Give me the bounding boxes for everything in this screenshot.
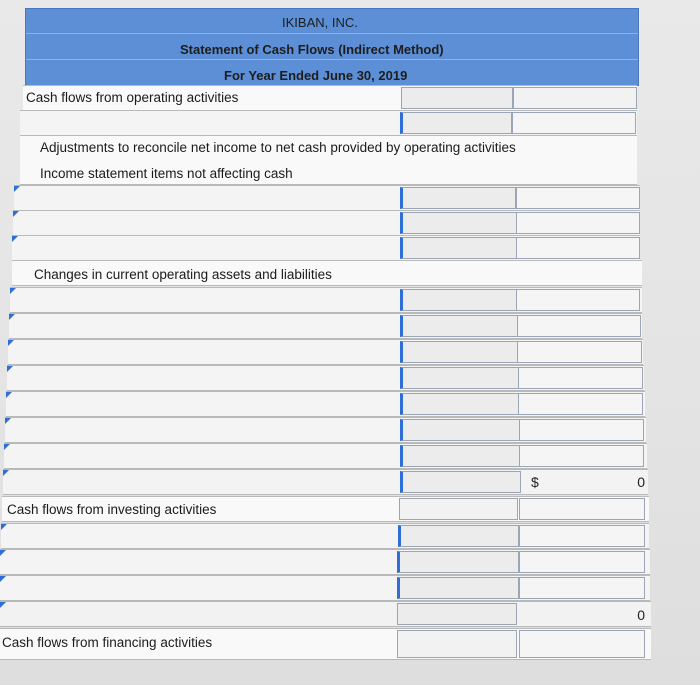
change-amount-field[interactable] <box>400 393 519 415</box>
statement-header <box>25 8 639 86</box>
adjustments-heading-label: Adjustments to reconcile net income to net cash provided by operating activities <box>40 140 516 155</box>
row-marker-icon <box>0 576 6 582</box>
investing-cell-1 <box>399 498 518 520</box>
financing-section-row <box>0 628 651 660</box>
adjustment-input-row[interactable] <box>12 235 640 261</box>
investing-cell-2 <box>519 498 645 520</box>
change-total-field[interactable] <box>517 315 641 337</box>
investing-section-row <box>2 496 649 522</box>
change-total-field[interactable] <box>519 445 644 467</box>
operating-cell-1 <box>401 87 513 109</box>
change-input-row[interactable] <box>9 313 642 339</box>
row-marker-icon <box>7 366 13 372</box>
adjustment-total-field[interactable] <box>516 237 640 259</box>
change-input-row[interactable] <box>10 287 642 313</box>
row-marker-icon <box>3 470 9 476</box>
statement-title: Statement of Cash Flows (Indirect Method) <box>180 42 444 57</box>
investing-input-row[interactable] <box>1 523 649 549</box>
row-marker-icon <box>5 418 11 424</box>
investing-total-field[interactable] <box>519 525 645 547</box>
row-marker-icon <box>8 340 14 346</box>
changes-current-row <box>12 260 642 286</box>
change-total-field[interactable] <box>516 289 640 311</box>
adjustment-amount-field[interactable] <box>400 212 517 234</box>
change-total-field[interactable] <box>519 419 644 441</box>
change-total-field[interactable] <box>517 341 642 363</box>
change-input-row[interactable] <box>5 417 646 443</box>
investing-total-row <box>0 601 651 627</box>
change-input-row[interactable] <box>4 443 647 469</box>
change-amount-field[interactable] <box>400 367 519 389</box>
operating-subtotal-field[interactable] <box>400 471 521 493</box>
investing-input-row[interactable] <box>0 575 650 601</box>
operating-section-row <box>23 85 637 111</box>
statement-period: For Year Ended June 30, 2019 <box>224 68 408 83</box>
row-marker-icon <box>13 211 19 217</box>
change-amount-field[interactable] <box>400 445 520 467</box>
adjustment-total-field[interactable] <box>516 212 640 234</box>
row-marker-icon <box>10 288 16 294</box>
change-input-row[interactable] <box>6 391 645 417</box>
change-input-row[interactable] <box>7 365 644 391</box>
adjustments-heading-row <box>20 135 637 185</box>
row-marker-icon <box>14 186 20 192</box>
operating-total-row <box>3 469 648 495</box>
row-marker-icon <box>1 524 7 530</box>
currency-symbol: $ <box>531 474 539 490</box>
adjustment-amount-field[interactable] <box>400 187 516 209</box>
investing-amount-field[interactable] <box>397 577 519 599</box>
investing-amount-field[interactable] <box>398 525 519 547</box>
not-affecting-cash-label: Income statement items not affecting cash <box>40 166 293 181</box>
changes-current-label: Changes in current operating assets and liabilities <box>34 267 332 282</box>
adjustment-amount-field[interactable] <box>400 237 517 259</box>
adjustment-total-field[interactable] <box>516 187 640 209</box>
investing-total-value: 0 <box>637 607 645 623</box>
row-marker-icon <box>12 236 18 242</box>
investing-total-field[interactable] <box>519 551 645 573</box>
investing-total-field[interactable] <box>519 577 645 599</box>
operating-section-label: Cash flows from operating activities <box>26 90 239 105</box>
net-income-amount-field[interactable] <box>400 112 512 134</box>
financing-cell-2 <box>519 630 645 658</box>
row-marker-icon <box>0 602 6 608</box>
change-amount-field[interactable] <box>400 289 517 311</box>
row-marker-icon <box>4 444 10 450</box>
investing-amount-field[interactable] <box>397 551 519 573</box>
change-total-field[interactable] <box>518 367 643 389</box>
investing-section-label: Cash flows from investing activities <box>7 502 217 517</box>
net-income-row[interactable] <box>20 110 637 136</box>
change-amount-field[interactable] <box>400 315 518 337</box>
row-marker-icon <box>6 392 12 398</box>
change-input-row[interactable] <box>8 339 643 365</box>
change-amount-field[interactable] <box>400 419 520 441</box>
change-amount-field[interactable] <box>400 341 518 363</box>
investing-input-row[interactable] <box>0 549 650 575</box>
header-divider <box>26 33 638 34</box>
change-total-field[interactable] <box>518 393 643 415</box>
operating-total-value: 0 <box>637 474 645 490</box>
header-divider <box>26 59 638 60</box>
investing-subtotal-field[interactable] <box>397 603 517 625</box>
adjustment-input-row[interactable] <box>14 185 640 211</box>
row-marker-icon <box>0 550 6 556</box>
company-name: IKIBAN, INC. <box>282 15 358 30</box>
financing-section-label: Cash flows from financing activities <box>2 635 213 650</box>
row-marker-icon <box>9 314 15 320</box>
adjustment-input-row[interactable] <box>13 210 640 236</box>
financing-cell-1 <box>397 630 517 658</box>
net-income-total-field[interactable] <box>512 112 636 134</box>
operating-cell-2 <box>513 87 637 109</box>
